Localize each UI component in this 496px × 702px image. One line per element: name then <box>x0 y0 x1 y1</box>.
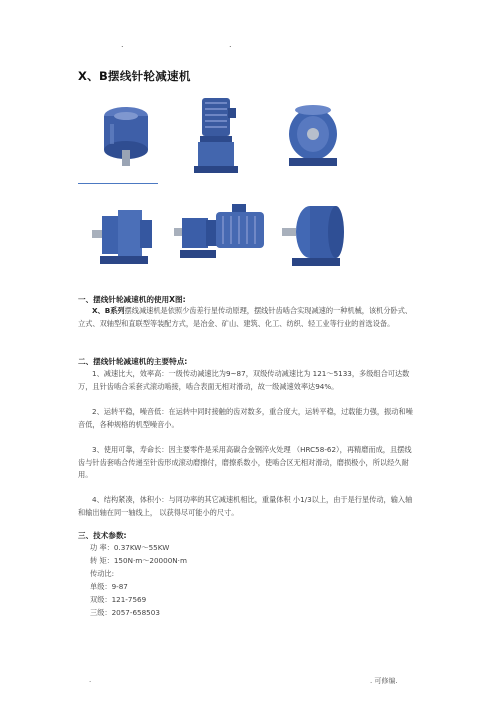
reducer-motor-horizontal-image <box>174 198 270 268</box>
image-divider <box>78 183 158 184</box>
reducer-double-stage-image <box>92 202 156 268</box>
feature-2: 2、运转平稳，噪音低：在运转中同时接触的齿对数多，重合度大，运转平稳，过载能力强，振动和噪音低，各种规格的机型噪音小。 <box>78 407 413 429</box>
spec-power: 功 率：0.37KW～55KW <box>90 543 170 552</box>
reducer-flange-blue-image <box>96 98 156 170</box>
feature-3: 3、使用可靠，寿命长：因主要零件是采用高碳合金钢淬火处理 （HRC58-62），再精磨而成，且摆线齿与针齿套啮合传递至针齿形成滚动磨擦付，磨擦系数小，使啮合区无相对滑动，磨损极小，所以经久耐用。 <box>78 445 412 480</box>
spec-double-stage: 双级：121-7569 <box>90 595 147 604</box>
section-1-heading: 一、摆线针轮减速机的使用X图: <box>78 295 186 304</box>
spec-triple-stage: 三级：2057-658503 <box>90 608 160 617</box>
page-title: X、B摆线针轮减速机 <box>78 69 191 83</box>
reducer-vertical-motor-image <box>190 96 242 176</box>
reducer-foot-mount-image <box>283 98 343 170</box>
spec-single-stage: 单级：9-87 <box>90 582 128 591</box>
reducer-single-horizontal-image <box>282 198 348 270</box>
spec-torque: 转 矩：150N·m～20000N·m <box>90 556 187 565</box>
footer-right: . 可修编. <box>370 677 398 685</box>
feature-4: 4、结构紧凑，体积小：与同功率的其它减速机相比，重量体积 小1/3以上，由于是行星传动，输入轴和输出轴在同一轴线上， 以获得尽可能小的尺寸。 <box>78 495 413 517</box>
series-name: X、B系列 <box>92 306 125 315</box>
section-3-heading: 三、技术参数: <box>78 531 127 540</box>
header-dot-left: . <box>121 40 124 49</box>
section-2-heading: 二、摆线针轮减速机的主要特点: <box>78 357 188 366</box>
header-dot-right: . <box>229 40 232 49</box>
feature-1: 1、减速比大，效率高：一级传动减速比为9~87，双级传动减速比为 121～5133，多级组合可达数万，且针齿啮合采套式滚动啮接，啮合表面无相对滑动，故一级减速效率达94%。 <box>78 369 410 391</box>
section-1-text: 摆线减速机是依照少齿差行星传动原理，摆线针齿啮合实现减速的一种机械，该机分卧式、立式、双轴型和直联型等装配方式，是冶金、矿山、建筑、化工、纺织、轻工业等行业的首选设备。 <box>78 306 413 328</box>
section-1-paragraph <box>78 305 416 330</box>
footer-left: . <box>89 676 92 684</box>
spec-ratio-label: 传动比: <box>90 569 114 578</box>
